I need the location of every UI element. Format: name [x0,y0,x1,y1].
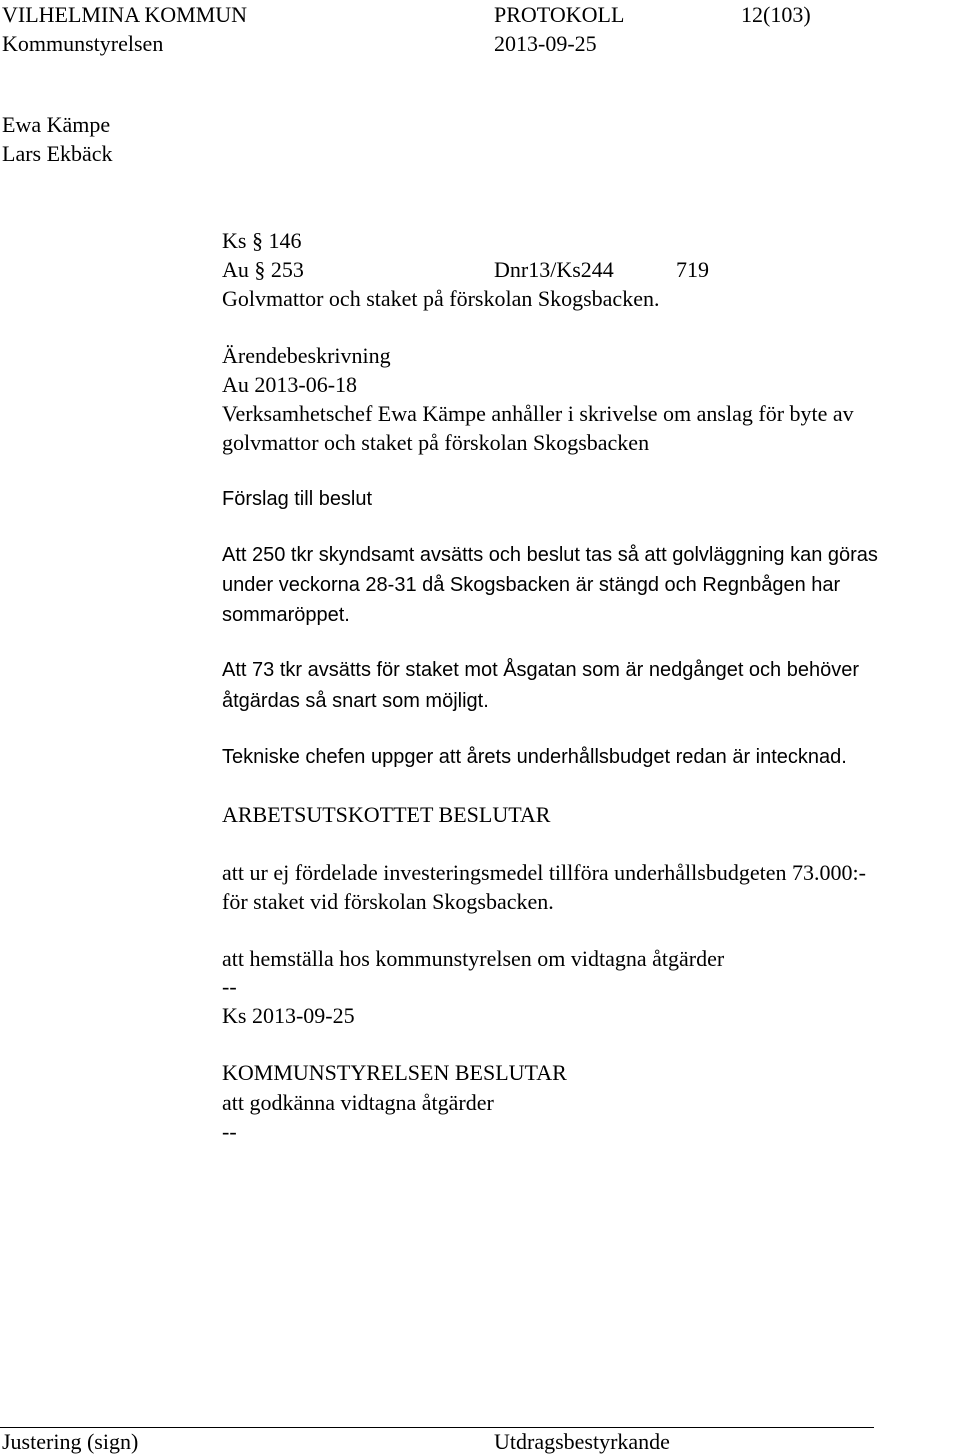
ks-decision-heading: KOMMUNSTYRELSEN BESLUTAR [222,1060,567,1085]
au-decision-text-line: att hemställa hos kommunstyrelsen om vidtagna åtgärder [222,946,725,971]
ks-decision-dash: -- [222,1119,237,1144]
proposal-text-line: Att 73 tkr avsätts för staket mot Åsgatan som är nedgånget och behöver [222,659,860,681]
footer-justering: Justering (sign) [2,1429,139,1454]
proposal-text-line: sommaröppet. [222,604,350,626]
header-doc-type: PROTOKOLL [494,2,625,27]
header-board: Kommunstyrelsen [2,31,164,56]
proposal-text-line: åtgärdas så snart som möjligt. [222,690,489,712]
au-decision-text-line: för staket vid förskolan Skogsbacken. [222,889,554,914]
case-dnr: Dnr13/Ks244 [494,257,614,282]
recipient-name: Lars Ekbäck [2,141,113,166]
ks-date: Ks 2013-09-25 [222,1003,355,1028]
proposal-text-line: Tekniske chefen uppger att årets underhållsbudget redan är intecknad. [222,746,847,768]
description-text-line: Verksamhetschef Ewa Kämpe anhåller i skrivelse om anslag för byte av [222,401,854,426]
au-decision-heading: ARBETSUTSKOTTET BESLUTAR [222,802,551,827]
header-page-number: 12(103) [741,2,811,27]
description-au-date: Au 2013-06-18 [222,372,358,397]
case-ks-paragraph: Ks § 146 [222,228,302,253]
au-decision-text-line: att ur ej fördelade investeringsmedel tillföra underhållsbudgeten 73.000:- [222,860,866,885]
header-date: 2013-09-25 [494,31,597,56]
recipient-name: Ewa Kämpe [2,112,111,137]
case-au-paragraph: Au § 253 [222,257,304,282]
proposal-heading: Förslag till beslut [222,488,373,510]
proposal-text-line: Att 250 tkr skyndsamt avsätts och beslut tas så att golvläggning kan göras [222,544,878,566]
ks-decision-text-line: att godkänna vidtagna åtgärder [222,1090,494,1115]
description-heading: Ärendebeskrivning [222,343,391,368]
case-dnr-number: 719 [676,257,709,282]
au-decision-dash: -- [222,974,237,999]
header-municipality: VILHELMINA KOMMUN [2,2,248,27]
proposal-text-line: under veckorna 28-31 då Skogsbacken är stängd och Regnbågen har [222,574,841,596]
case-title: Golvmattor och staket på förskolan Skogsbacken. [222,286,660,311]
footer-utdragsbestyrkande: Utdragsbestyrkande [494,1429,670,1454]
description-text-line: golvmattor och staket på förskolan Skogsbacken [222,430,650,455]
